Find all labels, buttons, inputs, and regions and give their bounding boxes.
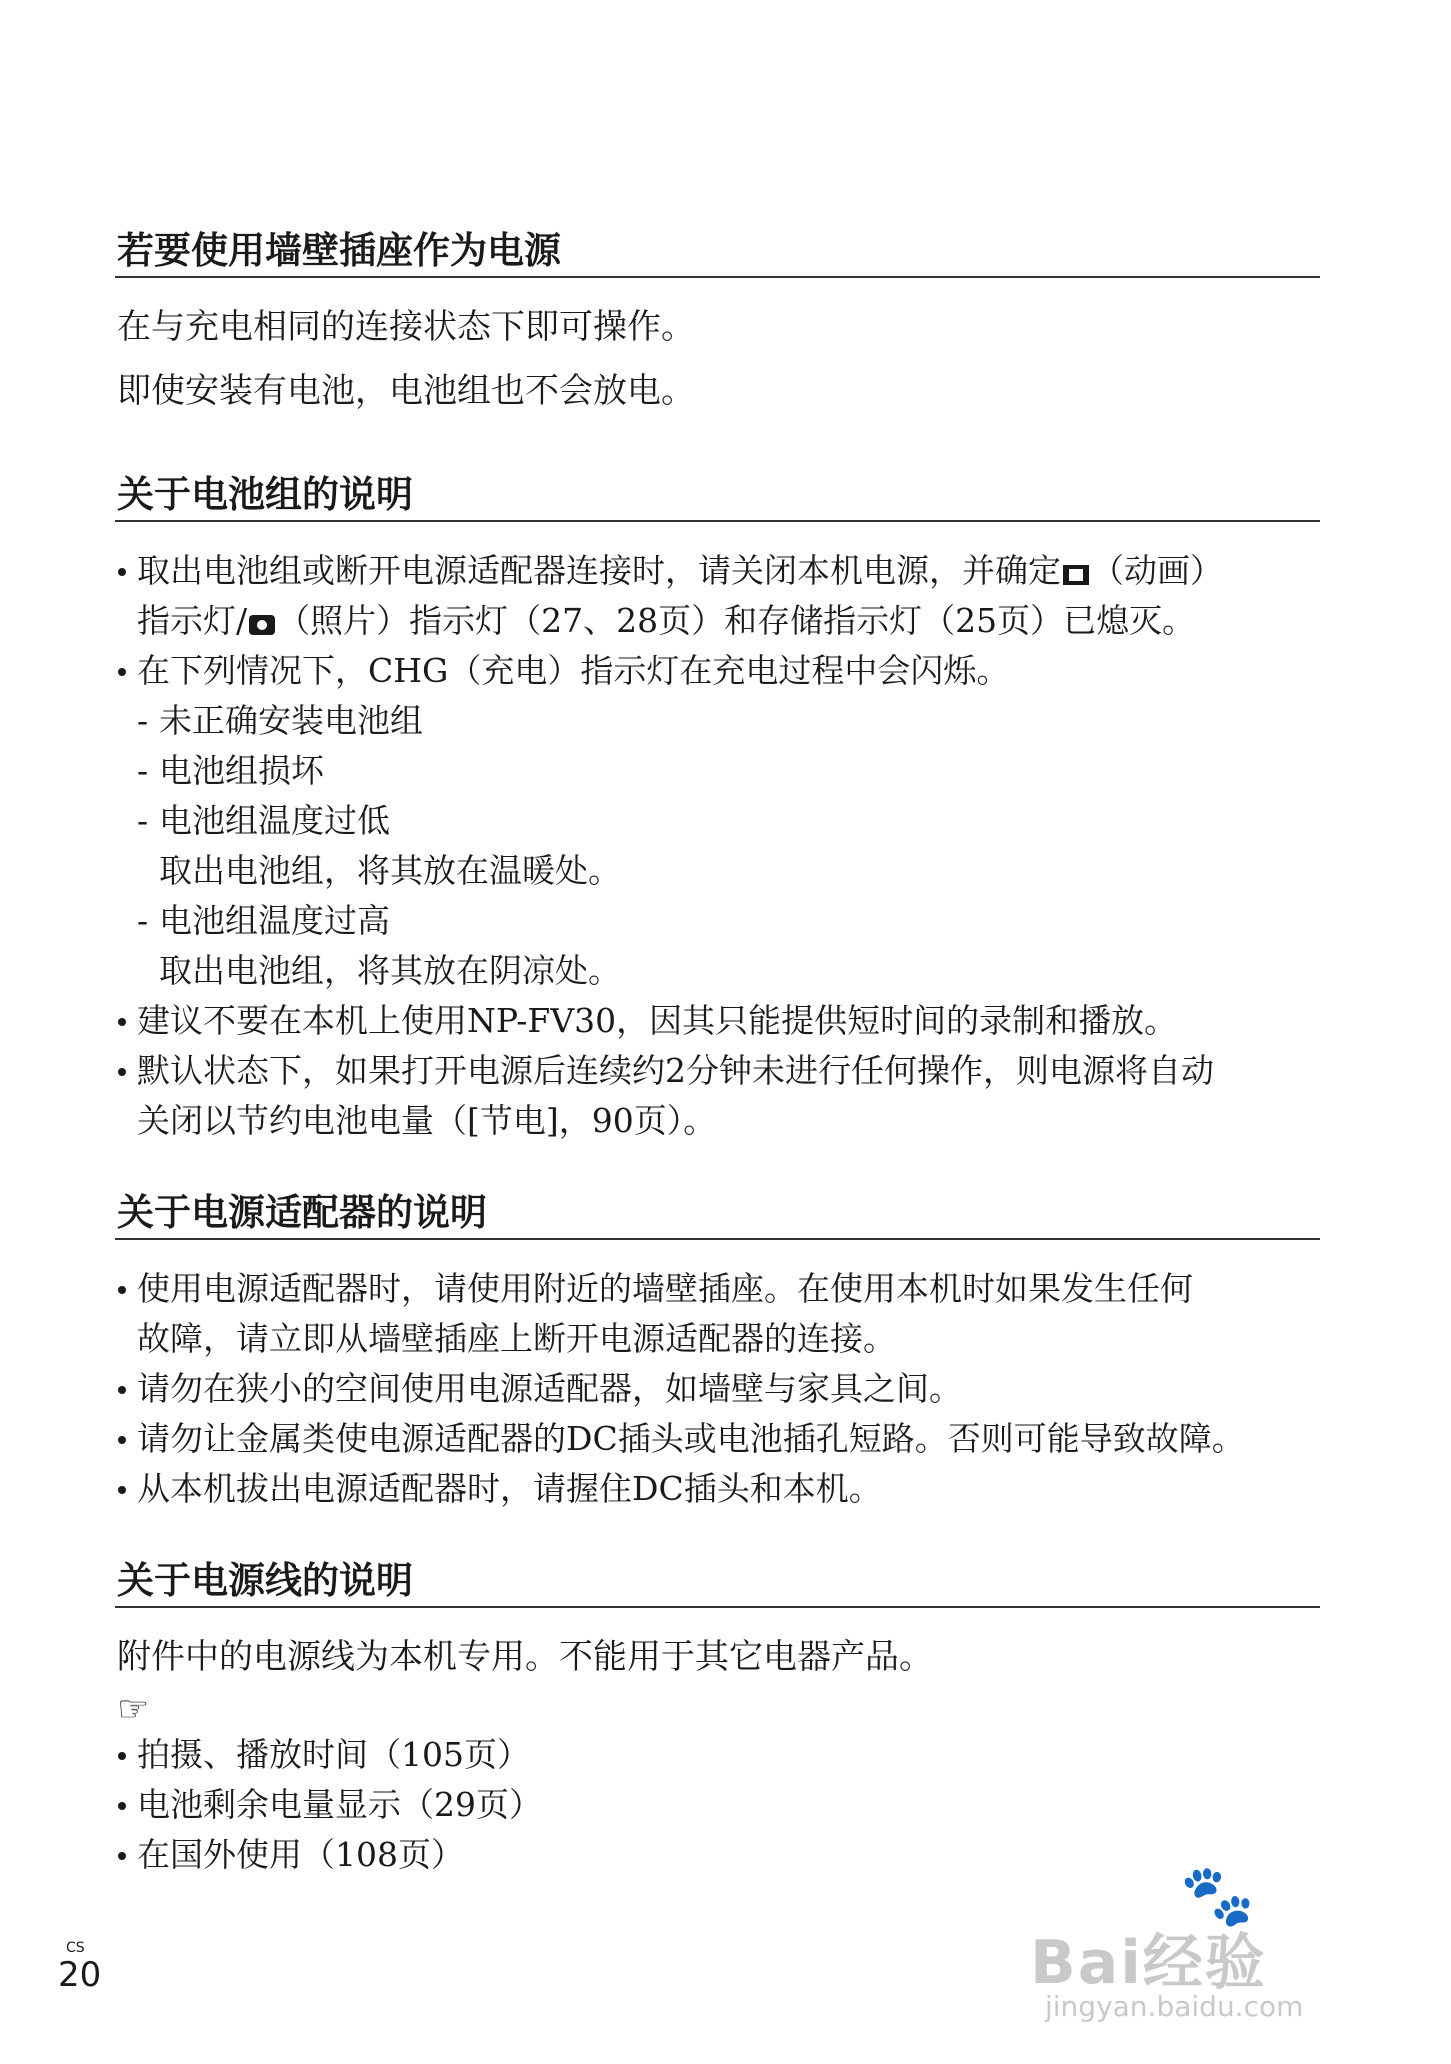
- section-wall-outlet: [115, 226, 1320, 410]
- paragraph: 附件中的电源线为本机专用。不能用于其它电器产品。: [117, 1637, 933, 1677]
- watermark: [1030, 1860, 1390, 2030]
- movie-mode-icon: [1063, 565, 1089, 585]
- sub-item: - 电池组损坏: [137, 751, 324, 790]
- paragraph: 即使安装有电池，电池组也不会放电。: [117, 371, 695, 411]
- language-code: CS: [66, 1940, 85, 1956]
- list-item: 在国外使用（108页）: [115, 1830, 1320, 1880]
- bullet-list: [115, 546, 1320, 1146]
- sub-item: - 电池组温度过高: [137, 901, 390, 940]
- section-adapter: [115, 1188, 1320, 1514]
- page-number: [58, 1940, 101, 1994]
- list-item: 默认状态下，如果打开电源后连续约2分钟未进行任何操作，则电源将自动 关闭以节约电池电量（[节电]，90页）。: [115, 1046, 1320, 1146]
- list-item: 在下列情况下，CHG（充电）指示灯在充电过程中会闪烁。 - 未正确安装电池组 - 电池组损坏 - 电池组温度过低 取出电池组，将其放在温暖处。 - 电池组温度过高 取出电池组，将其放在阴凉处。: [115, 646, 1320, 996]
- page-number-value: 20: [58, 1955, 102, 1995]
- list-item: 拍摄、播放时间（105页）: [115, 1730, 1320, 1780]
- reference-list: [115, 1730, 1320, 1880]
- watermark-url: jingyan.baidu.com: [1045, 1990, 1304, 2023]
- paragraph: 在与充电相同的连接状态下即可操作。: [117, 307, 695, 347]
- list-item: 电池剩余电量显示（29页）: [115, 1780, 1320, 1830]
- list-item: 从本机拔出电源适配器时，请握住DC插头和本机。: [115, 1464, 1320, 1514]
- list-item: 请勿在狭小的空间使用电源适配器，如墙壁与家具之间。: [115, 1364, 1320, 1414]
- paw-icon: 🐾: [1180, 1861, 1255, 1931]
- section-heading: 关于电源线的说明: [115, 1556, 1320, 1608]
- list-item: 取出电池组或断开电源适配器连接时，请关闭本机电源，并确定 （动画） 指示灯/ （照片）指示灯（27、28页）和存储指示灯（25页）已熄灭。: [115, 546, 1320, 646]
- list-item: 使用电源适配器时，请使用附近的墙壁插座。在使用本机时如果发生任何 故障，请立即从墙壁插座上断开电源适配器的连接。: [115, 1264, 1320, 1364]
- section-battery: [115, 470, 1320, 1146]
- sub-item: - 未正确安装电池组: [137, 701, 423, 740]
- list-item: 建议不要在本机上使用NP-FV30，因其只能提供短时间的录制和播放。: [115, 996, 1320, 1046]
- list-item: 请勿让金属类使电源适配器的DC插头或电池插孔短路。否则可能导致故障。: [115, 1414, 1320, 1464]
- section-heading: 关于电池组的说明: [115, 470, 1320, 522]
- sub-item: - 电池组温度过低: [137, 801, 390, 840]
- bullet-list: [115, 1264, 1320, 1514]
- section-power-cord: [115, 1556, 1320, 1880]
- sub-item-note: 取出电池组，将其放在阴凉处。: [159, 951, 621, 990]
- watermark-brand: Bai经验: [1030, 1928, 1267, 1998]
- sub-item-note: 取出电池组，将其放在温暖处。: [159, 851, 621, 890]
- section-heading: 关于电源适配器的说明: [115, 1188, 1320, 1240]
- photo-mode-icon: [249, 615, 275, 635]
- section-heading: 若要使用墙壁插座作为电源: [115, 226, 1320, 278]
- reference-hand-icon: ☞: [117, 1689, 150, 1730]
